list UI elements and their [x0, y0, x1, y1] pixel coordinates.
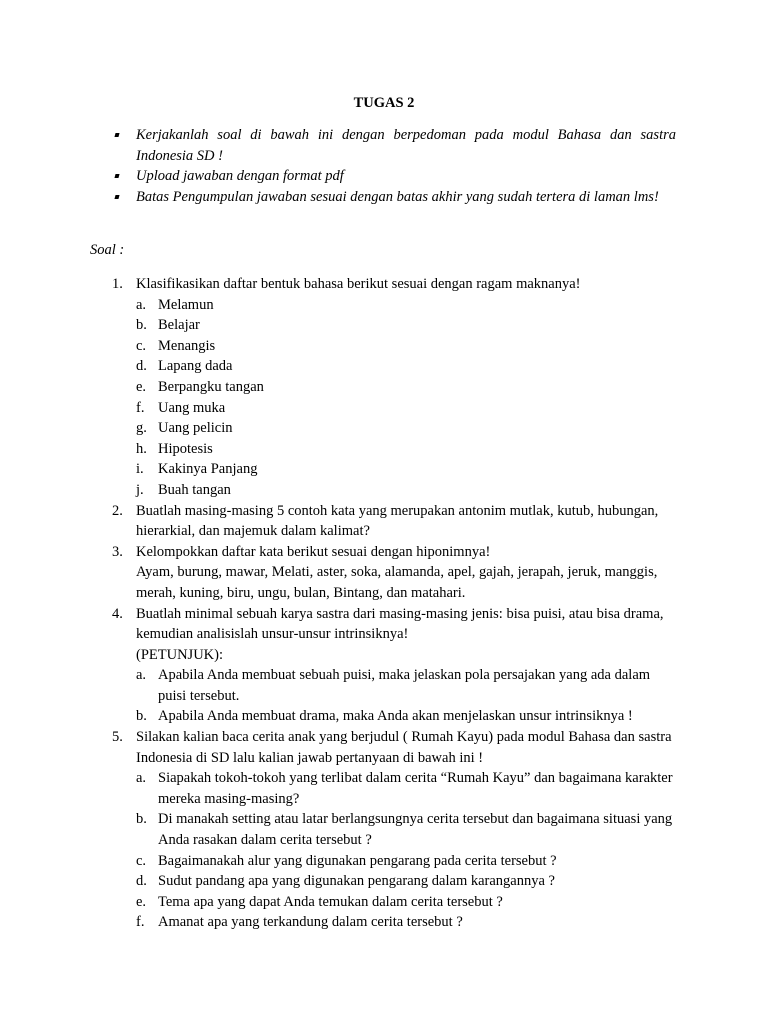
sub-item: [136, 295, 676, 316]
sub-letter: f.: [136, 914, 145, 931]
sub-text: Uang pelicin: [158, 420, 233, 437]
sub-item: [136, 851, 676, 872]
sub-text: Menangis: [158, 337, 216, 354]
sub-item: [136, 418, 676, 439]
sub-item: [136, 398, 676, 419]
sub-letter: e.: [136, 378, 147, 395]
question-number: 3.: [112, 543, 123, 560]
question-text: Buatlah minimal sebuah karya sastra dari masing-masing jenis: bisa puisi, atau bisa drama, kemudian analisislah unsur-unsur intrinsiknya!: [136, 605, 664, 643]
sub-text: Uang muka: [158, 399, 226, 416]
question-item: [112, 542, 676, 604]
bullet-icon: [114, 195, 119, 199]
sub-text: Lapang dada: [158, 358, 233, 375]
sub-text: Bagaimanakah alur yang digunakan pengarang pada cerita tersebut ?: [158, 852, 557, 869]
sub-letter: c.: [136, 337, 147, 354]
sub-text: Sudut pandang apa yang digunakan pengarang dalam karangannya ?: [158, 873, 555, 890]
sub-item: [136, 665, 676, 706]
question-number: 4.: [112, 605, 123, 622]
question-extra: (PETUNJUK):: [136, 646, 223, 663]
sub-item: [136, 377, 676, 398]
question-item: [112, 501, 676, 542]
sub-letter: g.: [136, 420, 147, 437]
sub-letter: a.: [136, 770, 147, 787]
sub-letter: j.: [136, 481, 144, 498]
sub-item: [136, 706, 676, 727]
sub-text: Berpangku tangan: [158, 378, 264, 395]
sub-item: [136, 768, 676, 809]
sub-text: Tema apa yang dapat Anda temukan dalam cerita tersebut ?: [158, 893, 503, 910]
question-text: Silakan kalian baca cerita anak yang berjudul ( Rumah Kayu) pada modul Bahasa dan sastra Indonesia di SD lalu kalian jawab pertanyaan di bawah ini !: [136, 729, 672, 766]
sub-letter: e.: [136, 893, 147, 910]
sub-text: Siapakah tokoh-tokoh yang terlibat dalam cerita “Rumah Kayu” dan bagaimana karakter mereka masing-masing?: [158, 770, 673, 807]
sub-letter: c.: [136, 852, 147, 869]
question-number: 1.: [112, 276, 123, 292]
bullet-icon: [114, 133, 119, 137]
sub-text: Apabila Anda membuat sebuah puisi, maka jelaskan pola persajakan yang ada dalam puisi tersebut.: [158, 667, 651, 704]
sub-text: Kakinya Panjang: [158, 461, 258, 478]
sub-letter: h.: [136, 440, 147, 457]
sub-text: Amanat apa yang terkandung dalam cerita tersebut ?: [158, 914, 463, 931]
sub-letter: b.: [136, 708, 147, 725]
instruction-item: [112, 125, 676, 166]
sub-item: [136, 892, 676, 913]
sub-item: [136, 439, 676, 460]
sub-letter: b.: [136, 811, 147, 828]
question-item: [112, 274, 676, 501]
sub-letter: d.: [136, 873, 147, 890]
sub-item: [136, 315, 676, 336]
sub-item: [136, 871, 676, 892]
soal-label: Soal :: [90, 242, 125, 258]
sub-text: Di manakah setting atau latar berlangsungnya cerita tersebut dan bagaimana situasi yang Anda rasakan dalam cerita tersebut ?: [158, 811, 673, 849]
instruction-text: Upload jawaban dengan format pdf: [136, 168, 344, 185]
question-text: Kelompokkan daftar kata berikut sesuai dengan hiponimnya!: [136, 543, 491, 560]
question-text: Buatlah masing-masing 5 contoh kata yang merupakan antonim mutlak, kutub, hubungan, hierarkial, dan majemuk dalam kalimat?: [136, 502, 659, 540]
sub-item: [136, 809, 676, 850]
sub-letter: a.: [136, 667, 147, 684]
sub-item: [136, 912, 676, 933]
question-extra: Ayam, burung, mawar, Melati, aster, soka, alamanda, apel, gajah, jerapah, jeruk, manggis, merah, kuning, biru, ungu, bulan, Bintang, dan matahari.: [136, 564, 658, 601]
sub-letter: b.: [136, 317, 147, 334]
question-text: Klasifikasikan daftar bentuk bahasa berikut sesuai dengan ragam maknanya!: [136, 276, 581, 292]
question-number: 5.: [112, 729, 123, 746]
sub-item: [136, 480, 676, 501]
sub-text: Belajar: [158, 317, 200, 334]
question-list: [112, 274, 676, 933]
instruction-item: [112, 166, 676, 187]
page-title: TUGAS 2: [353, 95, 415, 111]
instruction-text: Batas Pengumpulan jawaban sesuai dengan batas akhir yang sudah tertera di laman lms!: [136, 188, 659, 205]
sub-text: Melamun: [158, 296, 214, 313]
sub-text: Buah tangan: [158, 481, 231, 498]
sub-item: [136, 356, 676, 377]
question-item: [112, 727, 676, 933]
instruction-text: Kerjakanlah soal di bawah ini dengan berpedoman pada modul Bahasa dan sastra Indonesia SD !: [136, 127, 676, 164]
sub-letter: a.: [136, 296, 147, 313]
question-item: [112, 604, 676, 728]
sub-letter: i.: [136, 461, 144, 478]
bullet-icon: [114, 174, 119, 178]
instruction-list: [112, 125, 676, 207]
sub-item: [136, 459, 676, 480]
question-number: 2.: [112, 502, 123, 519]
sub-text: Apabila Anda membuat drama, maka Anda akan menjelaskan unsur intrinsiknya !: [158, 708, 633, 725]
instruction-item: [112, 187, 676, 208]
sub-letter: d.: [136, 358, 147, 375]
sub-item: [136, 336, 676, 357]
sub-letter: f.: [136, 399, 145, 416]
sub-text: Hipotesis: [158, 440, 213, 457]
